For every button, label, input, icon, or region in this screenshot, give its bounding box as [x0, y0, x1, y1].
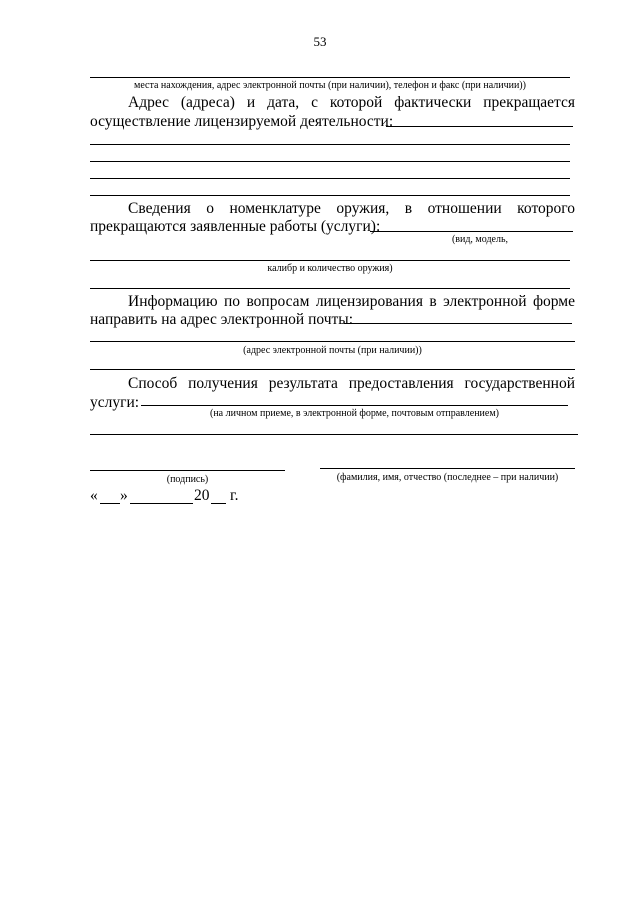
- address-input-line[interactable]: [386, 126, 573, 127]
- email-text-line1: Информацию по вопросам лицензирования в электронной форме: [128, 293, 575, 310]
- form-line: [90, 77, 570, 78]
- page-number: 53: [313, 34, 327, 49]
- weapons-input-line[interactable]: [90, 260, 570, 261]
- address-input-line[interactable]: [90, 195, 570, 196]
- date-year-suffix: г.: [230, 487, 239, 504]
- address-text-line2: осуществление лицензируемой деятельности:: [90, 113, 394, 130]
- name-line[interactable]: [320, 468, 575, 469]
- caption-weapons-caliber: калибр и количество оружия): [267, 263, 393, 274]
- date-year-prefix: 20: [194, 487, 210, 504]
- weapons-text-line2: прекращаются заявленные работы (услуги):: [90, 218, 381, 235]
- caption-signature: (подпись): [166, 474, 209, 485]
- caption-location: места нахождения, адрес электронной почты (при наличии), телефон и факс (при наличии)): [134, 80, 526, 91]
- address-input-line[interactable]: [90, 161, 570, 162]
- email-input-line[interactable]: [90, 341, 575, 342]
- date-year-line[interactable]: [211, 503, 226, 504]
- date-day-line[interactable]: [100, 503, 120, 504]
- weapons-input-line[interactable]: [370, 231, 573, 232]
- email-input-line[interactable]: [344, 323, 572, 324]
- date-month-line[interactable]: [130, 503, 193, 504]
- caption-weapons-type: (вид, модель,: [451, 234, 509, 245]
- address-input-line[interactable]: [90, 144, 570, 145]
- date-open-quote: «: [90, 487, 98, 504]
- weapons-input-line[interactable]: [90, 288, 570, 289]
- method-input-line[interactable]: [141, 405, 568, 406]
- method-text-line2: услуги:: [90, 394, 140, 411]
- email-text-line2: направить на адрес электронной почты:: [90, 311, 354, 328]
- caption-name: (фамилия, имя, отчество (последнее – при наличии): [336, 472, 559, 483]
- address-input-line[interactable]: [90, 178, 570, 179]
- method-text-line1: Способ получения результата предоставления государственной: [128, 375, 575, 392]
- method-input-line[interactable]: [90, 434, 578, 435]
- caption-method: (на личном приеме, в электронной форме, почтовым отправлением): [210, 408, 499, 419]
- weapons-text-line1: Сведения о номенклатуре оружия, в отношении которого: [128, 200, 575, 217]
- address-text-line1: Адрес (адреса) и дата, с которой фактически прекращается: [128, 94, 575, 111]
- caption-email: (адрес электронной почты (при наличии)): [243, 345, 422, 356]
- signature-line[interactable]: [90, 470, 285, 471]
- date-close-quote: »: [120, 487, 128, 504]
- email-input-line[interactable]: [90, 369, 575, 370]
